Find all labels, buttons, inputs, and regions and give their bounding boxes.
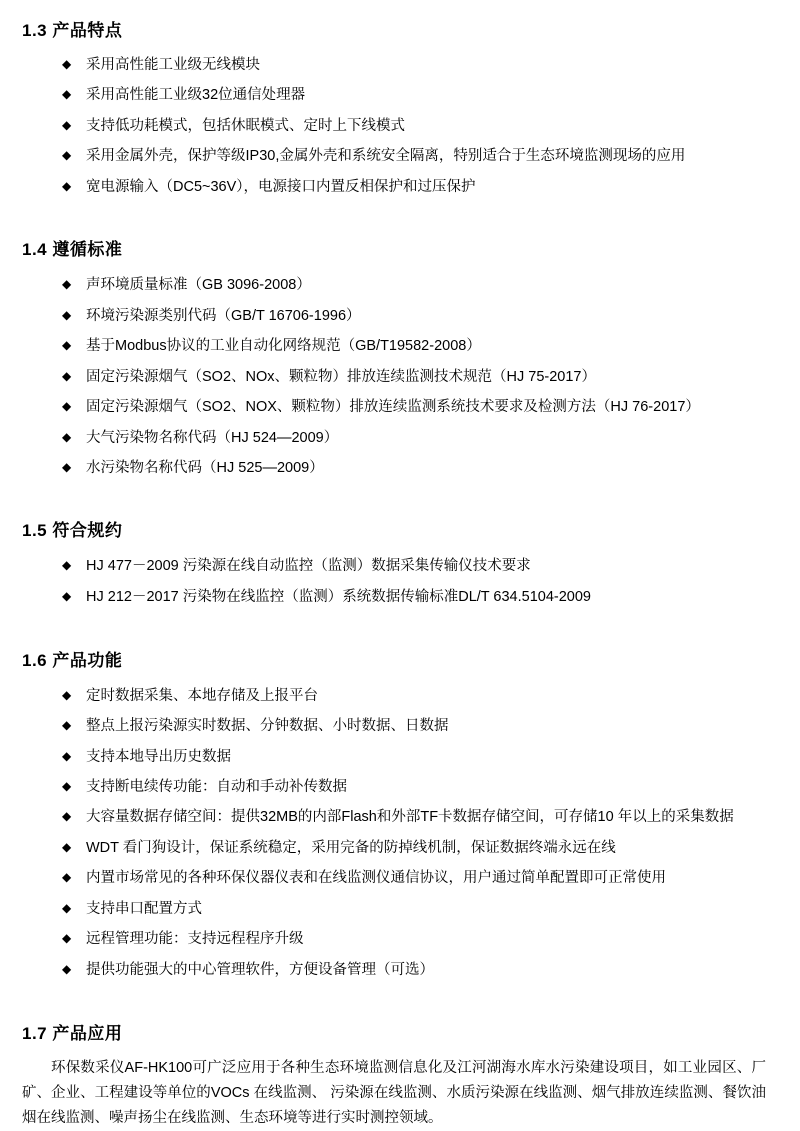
bullet-icon: ◆ xyxy=(62,961,72,976)
list-item xyxy=(22,54,766,76)
list-item xyxy=(22,715,766,737)
list-item xyxy=(22,145,766,167)
section-functions xyxy=(22,618,766,982)
section-applications xyxy=(22,989,766,1131)
list-item-text: 采用金属外壳，保护等级IP30,金属外壳和系统安全隔离，特别适合于生态环境监测现场的应用 xyxy=(86,148,686,165)
list-item xyxy=(22,274,766,296)
bullet-icon: ◆ xyxy=(62,557,72,572)
list-item xyxy=(22,898,766,920)
section-heading: 1.6 产品功能 xyxy=(22,650,123,670)
protocol-list xyxy=(22,541,766,609)
bullet-icon: ◆ xyxy=(62,687,72,702)
list-item-text: 支持断电续传功能：自动和手动补传数据 xyxy=(86,778,347,795)
list-item-text: 基于Modbus协议的工业自动化网络规范（GB/T19582-2008） xyxy=(86,338,481,355)
bullet-icon: ◆ xyxy=(62,900,72,915)
list-item xyxy=(22,84,766,106)
list-item-text: 采用高性能工业级无线模块 xyxy=(86,57,260,73)
list-item-text: 采用高性能工业级32位通信处理器 xyxy=(86,87,306,104)
list-item xyxy=(22,555,766,577)
list-item xyxy=(22,305,766,327)
bullet-icon: ◆ xyxy=(62,148,72,163)
list-item xyxy=(22,396,766,418)
feature-list xyxy=(22,41,766,198)
list-item xyxy=(22,457,766,479)
list-item-text: 支持串口配置方式 xyxy=(86,900,202,917)
bullet-icon: ◆ xyxy=(62,429,72,444)
bullet-icon: ◆ xyxy=(62,338,72,353)
bullet-icon: ◆ xyxy=(62,57,72,71)
bullet-icon: ◆ xyxy=(62,399,72,414)
list-item-text: 定时数据采集、本地存储及上报平台 xyxy=(86,687,318,704)
bullet-icon: ◆ xyxy=(62,178,72,193)
list-item-text: 大气污染物名称代码（HJ 524—2009） xyxy=(86,429,339,446)
bullet-icon: ◆ xyxy=(62,839,72,854)
list-item-text: 内置市场常见的各种环保仪器仪表和在线监测仪通信协议，用户通过简单配置即可正常使用 xyxy=(86,870,666,887)
list-item-text: WDT 看门狗设计，保证系统稳定，采用完备的防掉线机制，保证数据终端永远在线 xyxy=(86,839,616,856)
list-item xyxy=(22,176,766,198)
section-heading: 1.4 遵循标准 xyxy=(22,240,123,260)
list-item-text: 水污染物名称代码（HJ 525—2009） xyxy=(86,460,324,477)
list-item-text: HJ 212－2017 污染物在线监控（监测）系统数据传输标准DL/T 634.5104-2009 xyxy=(86,589,591,606)
list-item-text: 支持低功耗模式，包括休眠模式、定时上下线模式 xyxy=(86,117,405,134)
list-item xyxy=(22,837,766,859)
list-item-text: 声环境质量标准（GB 3096-2008） xyxy=(86,277,311,294)
list-item-text: 远程管理功能：支持远程程序升级 xyxy=(86,931,304,948)
list-item xyxy=(22,806,766,828)
application-paragraph: 环保数采仪AF-HK100可广泛应用于各种生态环境监测信息化及江河湖海水库水污染建设项目，如工业园区、厂矿、企业、工程建设等单位的VOCs 在线监测、 污染源在线监测、水质污染源在线监测、烟气排放连续监测、餐饮油烟在线监测、噪声扬尘在线监测、生态环境等进行实时测控领域。 xyxy=(22,1060,766,1127)
list-item xyxy=(22,366,766,388)
list-item xyxy=(22,928,766,950)
list-item-text: 提供功能强大的中心管理软件，方便设备管理（可选） xyxy=(86,961,434,978)
bullet-icon: ◆ xyxy=(62,718,72,733)
section-product-features xyxy=(22,6,766,198)
list-item-text: 宽电源输入（DC5~36V），电源接口内置反相保护和过压保护 xyxy=(86,178,476,195)
section-standards xyxy=(22,206,766,479)
bullet-icon: ◆ xyxy=(62,87,72,102)
bullet-icon: ◆ xyxy=(62,277,72,292)
list-item-text: 支持本地导出历史数据 xyxy=(86,748,231,765)
list-item xyxy=(22,867,766,889)
bullet-icon: ◆ xyxy=(62,809,72,824)
function-list xyxy=(22,671,766,982)
section-heading: 1.7 产品应用 xyxy=(22,1024,123,1044)
bullet-icon: ◆ xyxy=(62,748,72,763)
bullet-icon: ◆ xyxy=(62,117,72,132)
bullet-icon: ◆ xyxy=(62,589,72,604)
section-heading: 1.3 产品特点 xyxy=(22,21,123,40)
list-item xyxy=(22,115,766,137)
list-item-text: 固定污染源烟气（SO2、NOx、颗粒物）排放连续监测技术规范（HJ 75-2017） xyxy=(86,368,596,385)
list-item xyxy=(22,959,766,981)
list-item xyxy=(22,427,766,449)
list-item-text: 环境污染源类别代码（GB/T 16706-1996） xyxy=(86,307,361,324)
standards-list xyxy=(22,260,766,479)
list-item-text: HJ 477－2009 污染源在线自动监控（监测）数据采集传输仪技术要求 xyxy=(86,557,531,574)
list-item xyxy=(22,746,766,768)
bullet-icon: ◆ xyxy=(62,870,72,885)
list-item xyxy=(22,586,766,608)
list-item-text: 固定污染源烟气（SO2、NOX、颗粒物）排放连续监测系统技术要求及检测方法（HJ 76-2017） xyxy=(86,399,700,416)
list-item xyxy=(22,776,766,798)
list-item xyxy=(22,685,766,707)
bullet-icon: ◆ xyxy=(62,778,72,793)
list-item-text: 大容量数据存储空间：提供32MB的内部Flash和外部TF卡数据存储空间，可存储10 年以上的采集数据 xyxy=(86,809,734,826)
bullet-icon: ◆ xyxy=(62,368,72,383)
section-heading: 1.5 符合规约 xyxy=(22,520,123,540)
list-item xyxy=(22,335,766,357)
list-item-text: 整点上报污染源实时数据、分钟数据、小时数据、日数据 xyxy=(86,718,449,735)
bullet-icon: ◆ xyxy=(62,307,72,322)
section-protocols xyxy=(22,488,766,609)
bullet-icon: ◆ xyxy=(62,931,72,946)
bullet-icon: ◆ xyxy=(62,460,72,475)
